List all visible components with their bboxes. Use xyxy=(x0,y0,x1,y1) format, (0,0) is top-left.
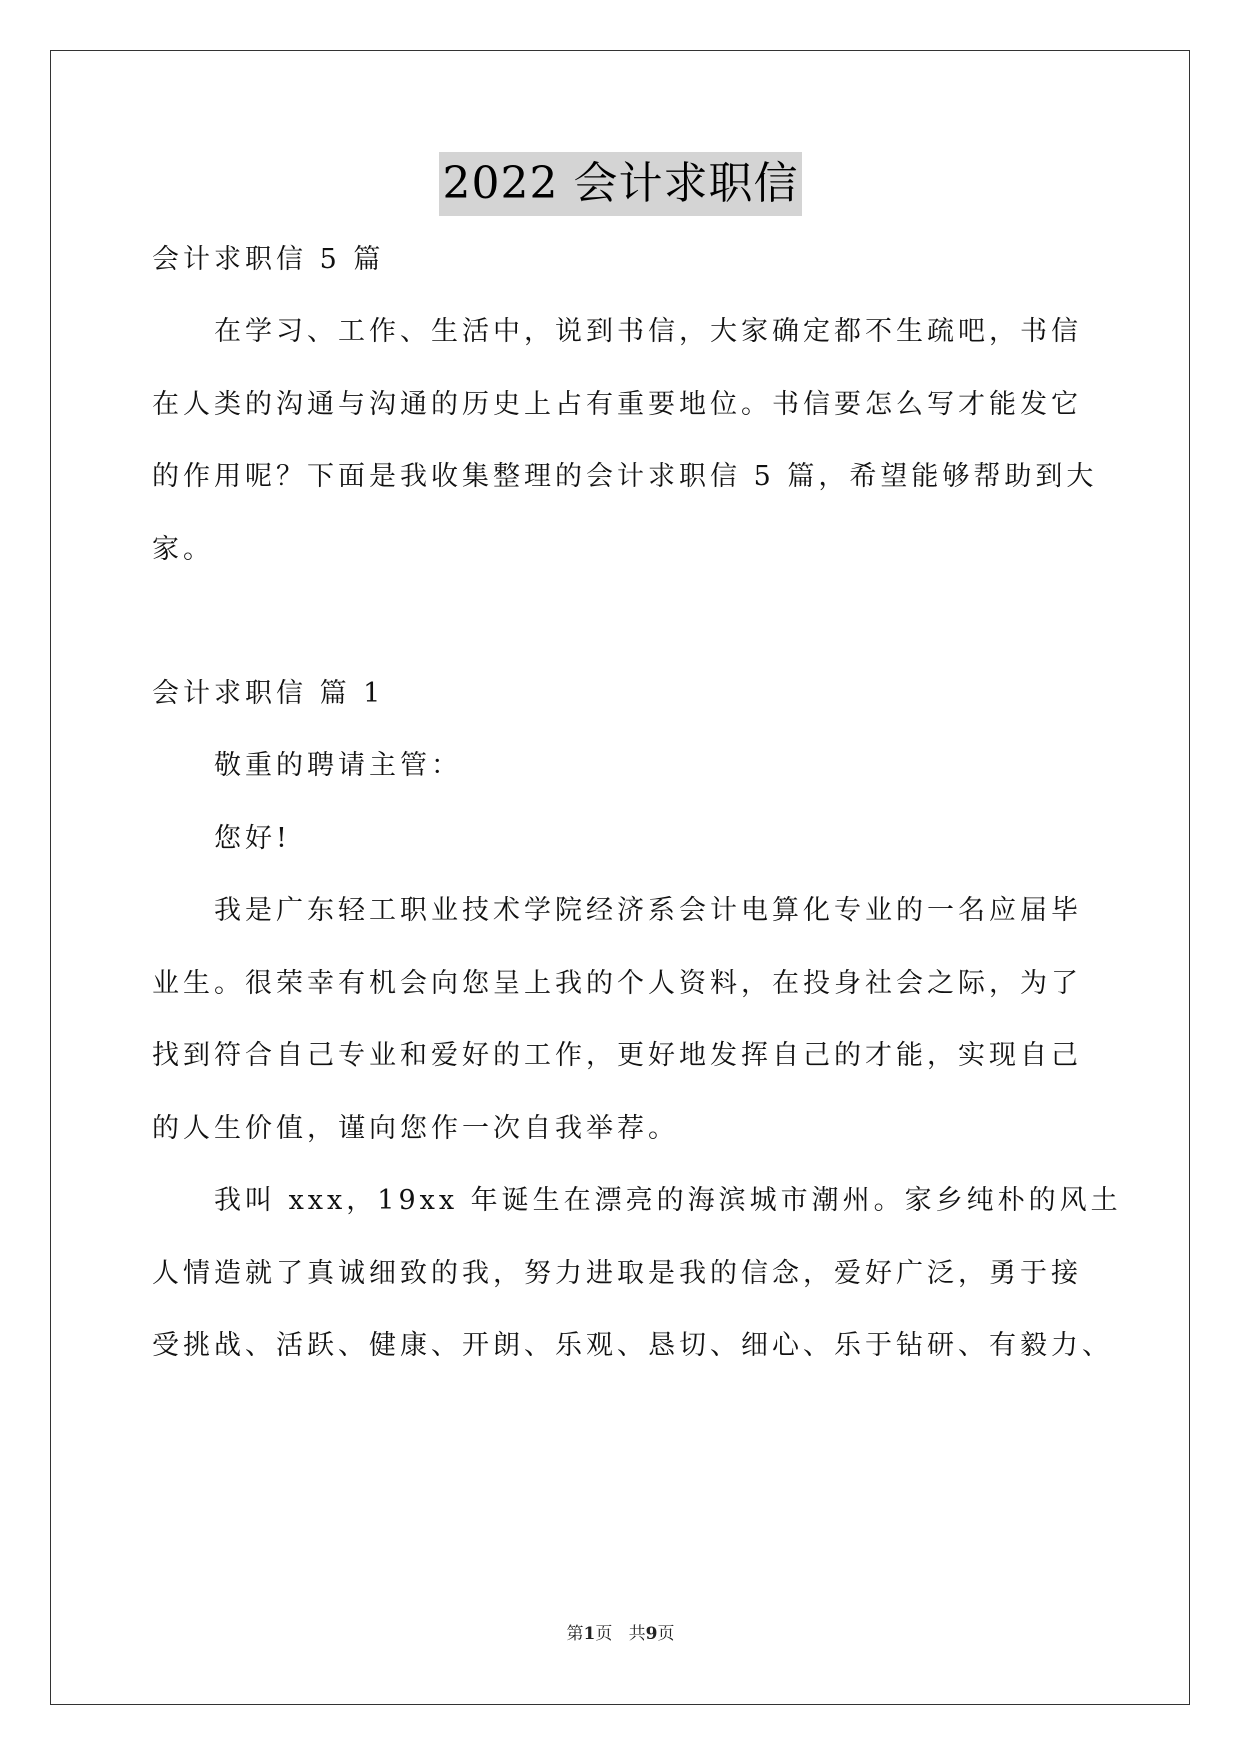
paragraph-line: 在人类的沟通与沟通的历史上占有重要地位。书信要怎么写才能发它 xyxy=(152,389,1082,420)
paragraph-line: 受挑战、活跃、健康、开朗、乐观、恳切、细心、乐于钻研、有毅力、 xyxy=(152,1330,1113,1361)
paragraph-line: 业生。很荣幸有机会向您呈上我的个人资料，在投身社会之际，为了 xyxy=(152,968,1082,999)
paragraph-line: 家。 xyxy=(152,534,214,565)
section-heading: 会计求职信 5 篇 xyxy=(152,244,385,275)
document-title: 2022 会计求职信 xyxy=(439,152,803,216)
footer-current-page: 1 xyxy=(583,1624,596,1644)
page-border xyxy=(50,50,1190,1705)
footer-prefix: 第 xyxy=(566,1624,584,1644)
page-footer xyxy=(0,1622,1241,1646)
paragraph-line: 找到符合自己专业和爱好的工作，更好地发挥自己的才能，实现自己 xyxy=(152,1040,1082,1071)
title-container xyxy=(0,152,1241,216)
section-heading: 会计求职信 篇 1 xyxy=(152,678,385,709)
paragraph-line: 人情造就了真诚细致的我，努力进取是我的信念，爱好广泛，勇于接 xyxy=(152,1258,1082,1289)
paragraph-line: 的人生价值，谨向您作一次自我举荐。 xyxy=(152,1113,679,1144)
greeting: 您好! xyxy=(214,823,291,854)
footer-mid: 页 共 xyxy=(595,1624,646,1644)
footer-suffix: 页 xyxy=(657,1624,675,1644)
paragraph-line: 我是广东轻工职业技术学院经济系会计电算化专业的一名应届毕 xyxy=(214,895,1082,926)
paragraph-line: 在学习、工作、生活中，说到书信，大家确定都不生疏吧，书信 xyxy=(214,316,1082,347)
footer-total-pages: 9 xyxy=(645,1624,658,1644)
paragraph-line: 我叫 xxx，19xx 年诞生在漂亮的海滨城市潮州。家乡纯朴的风土 xyxy=(214,1185,1122,1216)
paragraph-line: 的作用呢？下面是我收集整理的会计求职信 5 篇，希望能够帮助到大 xyxy=(152,461,1098,492)
salutation: 敬重的聘请主管： xyxy=(214,750,462,781)
